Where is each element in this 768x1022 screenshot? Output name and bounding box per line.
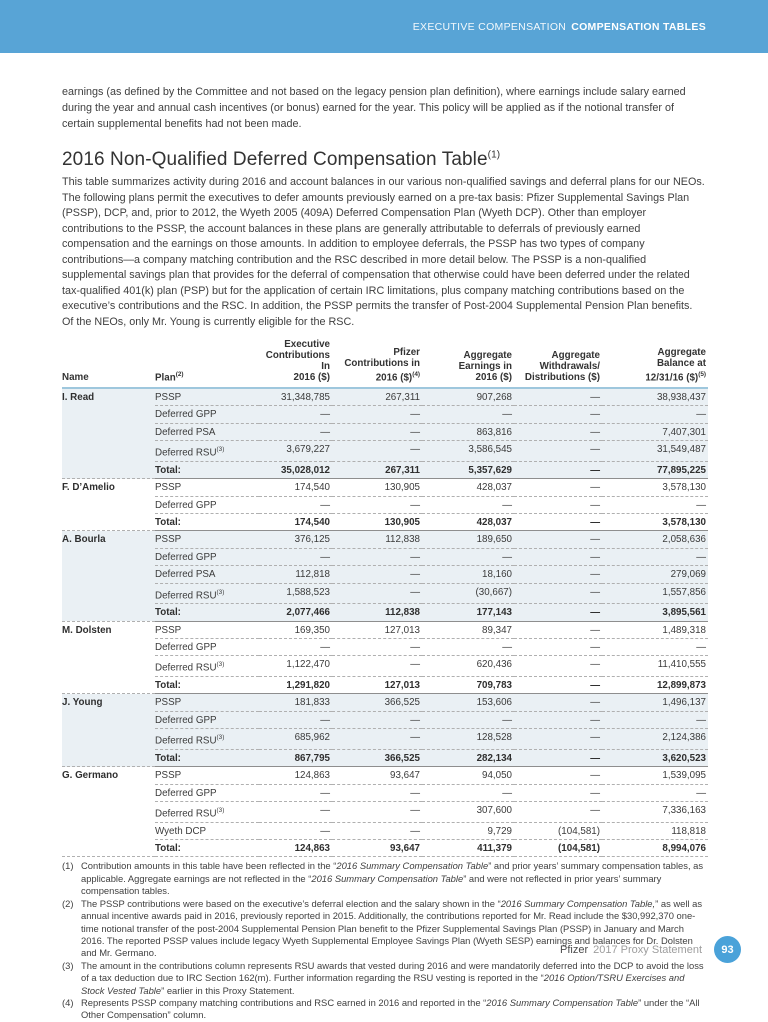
value-cell-exec: 1,588,523 [259,583,332,604]
value-cell-balance: 7,407,301 [602,423,708,440]
banner-subsection: COMPENSATION TABLES [571,20,706,33]
table-row [62,496,708,513]
value-cell-withdrawals: — [514,694,602,711]
value-cell-balance: 3,620,523 [602,749,708,766]
table-row [62,677,708,694]
value-cell-withdrawals: — [514,784,602,801]
value-cell-earnings: 282,134 [422,749,514,766]
table-row [62,461,708,478]
value-cell-balance: 2,058,636 [602,531,708,548]
neo-name: A. Bourla [62,531,155,621]
value-cell-withdrawals: — [514,749,602,766]
table-row [62,822,708,839]
value-cell-pfizer: 112,838 [332,604,422,621]
value-cell-earnings: 153,606 [422,694,514,711]
value-cell-exec: 31,348,785 [259,388,332,406]
table-row [62,583,708,604]
value-cell-exec: 376,125 [259,531,332,548]
column-header-withdrawals: Aggregate Withdrawals/ Distributions ($) [514,339,602,388]
table-row [62,802,708,823]
value-cell-balance: 8,994,076 [602,840,708,857]
value-cell-withdrawals: — [514,711,602,728]
section-title [62,149,706,171]
value-cell-earnings: 94,050 [422,767,514,784]
value-cell-earnings: 428,037 [422,479,514,496]
value-cell-pfizer: — [332,423,422,440]
value-cell-earnings: 907,268 [422,388,514,406]
value-cell-exec: 112,818 [259,566,332,583]
value-cell-earnings: 3,586,545 [422,441,514,462]
value-cell-pfizer: 93,647 [332,840,422,857]
table-row [62,656,708,677]
value-cell-earnings: — [422,406,514,423]
page-header-banner [0,0,768,53]
neo-name: M. Dolsten [62,621,155,694]
plan-name: Deferred RSU$^{(3)}$ [155,729,259,750]
footnote: (1) Contribution amounts in this table have been reflected in the “2016 Summary Compensation Table” and prior years’ summary compensation tables, as applicable. Aggregate earnings are not reflected in the “2016 Summary Compensation Table” and were not reflected in prior years’ summary compensation tables. [62,860,704,897]
value-cell-pfizer: 127,013 [332,621,422,638]
value-cell-balance: — [602,548,708,565]
section-title-text: 2016 Non-Qualified Deferred Compensation Table [62,149,488,170]
value-cell-balance: 12,899,873 [602,677,708,694]
plan-name: Deferred GPP [155,784,259,801]
plan-name: Deferred RSU$^{(3)}$ [155,441,259,462]
value-cell-exec: — [259,711,332,728]
plan-name: Deferred RSU$^{(3)}$ [155,802,259,823]
table-row [62,711,708,728]
table-row [62,749,708,766]
value-cell-pfizer: — [332,639,422,656]
value-cell-earnings: 307,600 [422,802,514,823]
value-cell-earnings: 9,729 [422,822,514,839]
plan-name: PSSP [155,694,259,711]
table-row [62,604,708,621]
value-cell-pfizer: 366,525 [332,694,422,711]
plan-total-label: Total: [155,461,259,478]
plan-name: PSSP [155,479,259,496]
value-cell-balance: 1,539,095 [602,767,708,784]
value-cell-withdrawals: — [514,406,602,423]
page-footer [560,936,741,963]
value-cell-earnings: — [422,548,514,565]
value-cell-earnings: 177,143 [422,604,514,621]
value-cell-earnings: (30,667) [422,583,514,604]
value-cell-pfizer: 112,838 [332,531,422,548]
value-cell-earnings: — [422,639,514,656]
value-cell-balance: 3,895,561 [602,604,708,621]
footnote-number: (2) [62,897,74,909]
table-row [62,729,708,750]
value-cell-pfizer: — [332,583,422,604]
plan-name: Deferred GPP [155,639,259,656]
value-cell-balance: 3,578,130 [602,514,708,531]
value-cell-withdrawals: — [514,388,602,406]
value-cell-balance: — [602,639,708,656]
value-cell-pfizer: — [332,822,422,839]
value-cell-exec: — [259,548,332,565]
value-cell-pfizer: — [332,406,422,423]
value-cell-withdrawals: — [514,496,602,513]
value-cell-pfizer: 130,905 [332,479,422,496]
value-cell-withdrawals: — [514,767,602,784]
footnote: (4) Represents PSSP company matching contributions and RSC earned in 2016 and reported in the “2016 Summary Compensation Table” under the “All Other Compensation” column. [62,996,700,1021]
plan-total-label: Total: [155,749,259,766]
table-row [62,423,708,440]
value-cell-withdrawals: (104,581) [514,822,602,839]
table-row [62,479,708,496]
value-cell-balance: 1,496,137 [602,694,708,711]
value-cell-pfizer: 366,525 [332,749,422,766]
value-cell-withdrawals: — [514,479,602,496]
table-row [62,531,708,548]
value-cell-pfizer: — [332,496,422,513]
value-cell-balance: 77,895,225 [602,461,708,478]
value-cell-withdrawals: — [514,583,602,604]
value-cell-withdrawals: — [514,639,602,656]
value-cell-earnings: 18,160 [422,566,514,583]
table-row [62,621,708,638]
page-content [0,84,768,1022]
plan-name: Deferred PSA [155,423,259,440]
table-row [62,784,708,801]
value-cell-earnings: 863,816 [422,423,514,440]
table-row [62,566,708,583]
page-number-badge: 93 [714,936,741,963]
plan-total-label: Total: [155,604,259,621]
footer-document-title: 2017 Proxy Statement [593,943,702,956]
value-cell-withdrawals: — [514,621,602,638]
value-cell-exec: 2,077,466 [259,604,332,621]
column-header-plan: Plan$^{(2)}$ [155,339,259,388]
banner-section: EXECUTIVE COMPENSATION [412,20,567,33]
column-header-exec: Executive Contributions In 2016 ($) [259,339,332,388]
value-cell-exec: — [259,784,332,801]
value-cell-exec: — [259,496,332,513]
value-cell-balance: 38,938,437 [602,388,708,406]
value-cell-pfizer: — [332,441,422,462]
value-cell-withdrawals: (104,581) [514,840,602,857]
value-cell-exec: 169,350 [259,621,332,638]
value-cell-withdrawals: — [514,514,602,531]
value-cell-withdrawals: — [514,604,602,621]
section-title-footnote-ref: (1) [487,149,501,161]
value-cell-earnings: 189,650 [422,531,514,548]
table-row [62,767,708,784]
value-cell-pfizer: — [332,548,422,565]
value-cell-withdrawals: — [514,423,602,440]
value-cell-balance: 7,336,163 [602,802,708,823]
value-cell-balance: 1,489,318 [602,621,708,638]
value-cell-exec: — [259,802,332,823]
value-cell-pfizer: 267,311 [332,388,422,406]
value-cell-balance: 11,410,555 [602,656,708,677]
value-cell-withdrawals: — [514,441,602,462]
neo-name: G. Germano [62,767,155,857]
value-cell-balance: — [602,784,708,801]
plan-name: Deferred RSU$^{(3)}$ [155,656,259,677]
table-row [62,441,708,462]
value-cell-pfizer: — [332,802,422,823]
plan-name: Wyeth DCP [155,822,259,839]
value-cell-exec: — [259,639,332,656]
plan-name: Deferred PSA [155,566,259,583]
table-row [62,639,708,656]
value-cell-exec: 181,833 [259,694,332,711]
value-cell-pfizer: 267,311 [332,461,422,478]
value-cell-pfizer: — [332,566,422,583]
value-cell-balance: — [602,496,708,513]
continuation-paragraph: earnings (as defined by the Committee and not based on the legacy pension plan definition), where earnings include salary earned during the year and annual cash incentives (or bonus) earned for the year. This policy will be applied as if the notional transfer of certain supplemental benefits had not been made. [62,86,686,130]
plan-name: PSSP [155,531,259,548]
table-header [62,339,708,388]
value-cell-withdrawals: — [514,566,602,583]
value-cell-balance: 2,124,386 [602,729,708,750]
value-cell-exec: — [259,822,332,839]
column-header-name: Name [62,339,155,388]
value-cell-withdrawals: — [514,531,602,548]
value-cell-withdrawals: — [514,656,602,677]
value-cell-pfizer: 130,905 [332,514,422,531]
value-cell-earnings: 128,528 [422,729,514,750]
neo-name: J. Young [62,694,155,767]
value-cell-exec: 685,962 [259,729,332,750]
table-row [62,388,708,406]
footnote: (2) The PSSP contributions were based on the executive’s deferral election and the salary shown in the “2016 Summary Compensation Table,” as well as annual incentive awards paid in 2016, previously reported in 2015. Additionally, the contributions reported for Mr. Read include the $30,992,370 one-time notional transfer of the post-2004 Supplemental Pension Plan benefit to the Pfizer Supplemental Savings Plan (PSSP) in January and March 2016. The reported PSSP values include legacy Wyeth Supplemental Employee Savings Plan (Wyeth SESP) earnings and balances for Dr. Dolsten and Mr. Germano. [62,897,703,959]
plan-name: Deferred GPP [155,406,259,423]
value-cell-pfizer: 127,013 [332,677,422,694]
value-cell-exec: 1,291,820 [259,677,332,694]
value-cell-earnings: — [422,496,514,513]
value-cell-withdrawals: — [514,677,602,694]
table-row [62,548,708,565]
footnote-number: (4) [62,996,74,1008]
value-cell-exec: 174,540 [259,479,332,496]
neo-name: F. D’Amelio [62,479,155,531]
value-cell-pfizer: 93,647 [332,767,422,784]
value-cell-exec: 1,122,470 [259,656,332,677]
value-cell-balance: — [602,406,708,423]
footnote-number: (1) [62,860,74,872]
plan-total-label: Total: [155,677,259,694]
value-cell-withdrawals: — [514,548,602,565]
value-cell-pfizer: — [332,784,422,801]
value-cell-exec: 3,679,227 [259,441,332,462]
value-cell-earnings: — [422,711,514,728]
footer-brand: Pfizer [560,943,589,956]
value-cell-exec: 35,028,012 [259,461,332,478]
value-cell-withdrawals: — [514,461,602,478]
value-cell-balance: 118,818 [602,822,708,839]
column-header-earnings: Aggregate Earnings in 2016 ($) [422,339,514,388]
value-cell-exec: 124,863 [259,767,332,784]
value-cell-exec: — [259,423,332,440]
column-header-balance: Aggregate Balance at 12/31/16 ($)$^{(5)}$ [602,339,708,388]
plan-total-label: Total: [155,514,259,531]
plan-name: Deferred GPP [155,711,259,728]
column-header-pfizer: Pfizer Contributions in 2016 ($)$^{(4)}$ [332,339,422,388]
value-cell-withdrawals: — [514,729,602,750]
plan-name: PSSP [155,767,259,784]
value-cell-balance: — [602,711,708,728]
table-row [62,406,708,423]
value-cell-earnings: 428,037 [422,514,514,531]
plan-name: Deferred RSU$^{(3)}$ [155,583,259,604]
value-cell-earnings: — [422,784,514,801]
footnote-number: (3) [62,959,74,971]
value-cell-withdrawals: — [514,802,602,823]
plan-name: Deferred GPP [155,496,259,513]
footnote: (3) The amount in the contributions column represents RSU awards that vested during 2016 and were mandatorily deferred into the DCP to avoid the loss of a tax deduction due to IRC Section 162(m). Further information regarding the RSU vesting is reported in the “2016 Option/TSRU Exercises and Stock Vested Table” earlier in this Proxy Statement. [62,959,704,996]
value-cell-earnings: 620,436 [422,656,514,677]
value-cell-exec: 867,795 [259,749,332,766]
value-cell-earnings: 5,357,629 [422,461,514,478]
value-cell-balance: 31,549,487 [602,441,708,462]
plan-name: PSSP [155,621,259,638]
deferred-compensation-table [62,339,708,857]
table-row [62,840,708,857]
value-cell-pfizer: — [332,656,422,677]
value-cell-earnings: 709,783 [422,677,514,694]
plan-total-label: Total: [155,840,259,857]
value-cell-exec: 174,540 [259,514,332,531]
table-row [62,514,708,531]
value-cell-balance: 3,578,130 [602,479,708,496]
value-cell-balance: 279,069 [602,566,708,583]
value-cell-pfizer: — [332,729,422,750]
section-description: This table summarizes activity during 2016 and account balances in our various non-qualified savings and deferral plans for our NEOs. The following plans permit the executives to defer amounts previously earned on a pre-tax basis: Pfizer Supplemental Savings Plan (PSSP), DCP, and, prior to 2012, the Wyeth 2005 (409A) Deferred Compensation Plan (Wyeth DCP). Other than employer contributions to the PSSP, the account balances in these plans are generally attributable to deferrals of previously earned compensation and the earnings on those amounts. In addition to employee deferrals, the PSSP has two types of company contributions—a company matching contribution and the RSC described in more detail below. The PSSP is a non-qualified supplemental savings plan that provides for the deferral of compensation that otherwise could have been deferred under the related tax-qualified 401(k) plan (PSP) but for the application of certain IRC limitations, plus company matching contributions based on the executive’s contributions and the RSC. In addition, the PSSP permits the transfer of Post-2004 Supplemental Pension Plan benefits. Of the NEOs, only Mr. Young is currently eligible for the RSC. [62,176,705,328]
table-row [62,694,708,711]
value-cell-exec: — [259,406,332,423]
value-cell-earnings: 89,347 [422,621,514,638]
value-cell-balance: 1,557,856 [602,583,708,604]
value-cell-pfizer: — [332,711,422,728]
plan-name: Deferred GPP [155,548,259,565]
neo-name: I. Read [62,388,155,479]
value-cell-earnings: 411,379 [422,840,514,857]
value-cell-exec: 124,863 [259,840,332,857]
plan-name: PSSP [155,388,259,406]
